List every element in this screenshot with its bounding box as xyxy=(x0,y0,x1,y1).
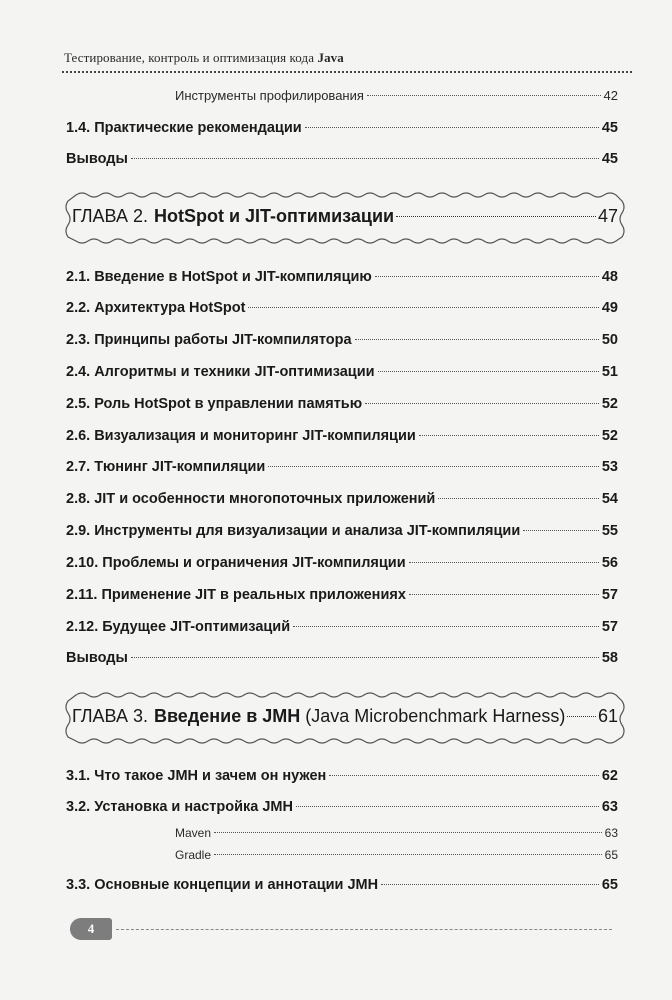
leader-dots xyxy=(378,371,599,372)
toc-entry-page: 63 xyxy=(601,799,618,815)
leader-dots xyxy=(375,276,599,277)
toc-entry-title: 2.10. Проблемы и ограничения JIT-компиляции xyxy=(66,555,406,571)
leader-dots xyxy=(409,562,599,563)
toc-entry-page: 63 xyxy=(604,826,618,840)
toc-entry[interactable] xyxy=(66,523,618,539)
toc-entry[interactable] xyxy=(66,300,618,316)
leader-dots xyxy=(131,158,599,159)
toc-entry-page: 58 xyxy=(601,650,618,666)
chapter-number: ГЛАВА 3. xyxy=(72,706,148,726)
running-header-title-bold: Java xyxy=(317,50,344,65)
leader-dots xyxy=(268,466,599,467)
toc-entry-title: 2.3. Принципы работы JIT-компилятора xyxy=(66,332,352,348)
chapter-title xyxy=(72,206,618,227)
leader-dots xyxy=(396,216,596,217)
running-header-title: Тестирование, контроль и оптимизация кода xyxy=(64,50,315,65)
toc-entry-title: Gradle xyxy=(175,848,212,862)
toc-entry-page: 57 xyxy=(601,619,618,635)
toc-entry-title: Инструменты профилирования xyxy=(175,88,364,103)
chapter-title xyxy=(72,706,618,727)
leader-dots xyxy=(419,435,599,436)
toc-entry-page: 52 xyxy=(601,428,618,444)
leader-dots xyxy=(248,307,598,308)
toc-entry-page: 45 xyxy=(601,120,618,136)
toc-entry-title: Выводы xyxy=(66,650,128,666)
toc-entry-page: 65 xyxy=(601,877,618,893)
leader-dots xyxy=(365,403,599,404)
toc-entry-page: 57 xyxy=(601,587,618,603)
leader-dots xyxy=(355,339,599,340)
toc-entry-page: 65 xyxy=(604,848,618,862)
toc-entry-title: 3.2. Установка и настройка JMH xyxy=(66,799,293,815)
toc-entry-page: 45 xyxy=(601,151,618,167)
toc-entry[interactable] xyxy=(66,491,618,507)
leader-dots xyxy=(131,657,599,658)
chapter-subtitle: (Java Microbenchmark Harness) xyxy=(305,706,566,726)
leader-dots xyxy=(305,127,599,128)
chapter-heading-box[interactable] xyxy=(62,191,628,245)
page-number-badge: 4 xyxy=(70,918,112,940)
toc-entry[interactable] xyxy=(175,826,618,840)
toc-entry[interactable] xyxy=(66,799,618,815)
toc-entry-page: 56 xyxy=(601,555,618,571)
running-header xyxy=(64,50,344,66)
leader-dots xyxy=(567,716,596,717)
toc-entry[interactable] xyxy=(175,848,618,862)
toc-entry-title: 2.9. Инструменты для визуализации и анализа JIT-компиляции xyxy=(66,523,521,539)
leader-dots xyxy=(381,884,599,885)
toc-entry[interactable] xyxy=(66,619,618,635)
chapter-page: 47 xyxy=(597,206,618,226)
toc-entry[interactable] xyxy=(66,555,618,571)
leader-dots xyxy=(329,775,599,776)
chapter-page: 61 xyxy=(597,706,618,726)
toc-entry-page: 52 xyxy=(601,396,618,412)
leader-dots xyxy=(409,594,599,595)
toc-entry-title: 2.11. Применение JIT в реальных приложениях xyxy=(66,587,406,603)
toc-entry-title: 1.4. Практические рекомендации xyxy=(66,120,302,136)
toc-entry-page: 51 xyxy=(601,364,618,380)
toc-entry-title: 2.7. Тюнинг JIT-компиляции xyxy=(66,459,266,475)
toc-entry-page: 54 xyxy=(601,491,618,507)
toc-entry[interactable] xyxy=(175,88,618,103)
chapter-name: Введение в JMH xyxy=(153,706,301,726)
toc-entry-title: 2.8. JIT и особенности многопоточных приложений xyxy=(66,491,436,507)
toc-entry[interactable] xyxy=(66,151,618,167)
leader-dots xyxy=(523,530,599,531)
leader-dots xyxy=(214,854,602,855)
toc-entry-title: 2.2. Архитектура HotSpot xyxy=(66,300,246,316)
toc-entry-title: 2.6. Визуализация и мониторинг JIT-компиляции xyxy=(66,428,416,444)
toc-entry[interactable] xyxy=(66,428,618,444)
leader-dots xyxy=(214,832,602,833)
toc-entry[interactable] xyxy=(66,768,618,784)
toc-entry-page: 49 xyxy=(601,300,618,316)
toc-entry-page: 62 xyxy=(601,768,618,784)
leader-dots xyxy=(367,95,601,96)
toc-entry-page: 42 xyxy=(603,88,618,103)
toc-entry-page: 53 xyxy=(601,459,618,475)
toc-entry[interactable] xyxy=(66,396,618,412)
toc-entry-title: 2.5. Роль HotSpot в управлении памятью xyxy=(66,396,363,412)
toc-entry-title: 3.1. Что такое JMH и зачем он нужен xyxy=(66,768,327,784)
chapter-name: HotSpot и JIT-оптимизации xyxy=(153,206,395,226)
toc-entry[interactable] xyxy=(66,587,618,603)
leader-dots xyxy=(438,498,599,499)
toc-entry[interactable] xyxy=(66,364,618,380)
toc-entry-title: Maven xyxy=(175,826,212,840)
footer-divider xyxy=(116,929,612,930)
toc-entry-title: 2.1. Введение в HotSpot и JIT-компиляцию xyxy=(66,269,372,285)
leader-dots xyxy=(296,806,599,807)
toc-entry[interactable] xyxy=(66,650,618,666)
toc-entry-page: 55 xyxy=(601,523,618,539)
toc-entry[interactable] xyxy=(66,877,618,893)
toc-entry-title: 3.3. Основные концепции и аннотации JMH xyxy=(66,877,379,893)
toc-entry-title: 2.4. Алгоритмы и техники JIT-оптимизации xyxy=(66,364,375,380)
toc-entry[interactable] xyxy=(66,120,618,136)
header-divider xyxy=(62,71,632,73)
toc-entry[interactable] xyxy=(66,269,618,285)
toc-entry-title: 2.12. Будущее JIT-оптимизаций xyxy=(66,619,291,635)
chapter-number: ГЛАВА 2. xyxy=(72,206,148,226)
leader-dots xyxy=(293,626,599,627)
toc-entry-title: Выводы xyxy=(66,151,128,167)
toc-entry-page: 48 xyxy=(601,269,618,285)
toc-entry-page: 50 xyxy=(601,332,618,348)
chapter-heading-box[interactable] xyxy=(62,691,628,745)
toc-entry[interactable] xyxy=(66,332,618,348)
toc-entry[interactable] xyxy=(66,459,618,475)
